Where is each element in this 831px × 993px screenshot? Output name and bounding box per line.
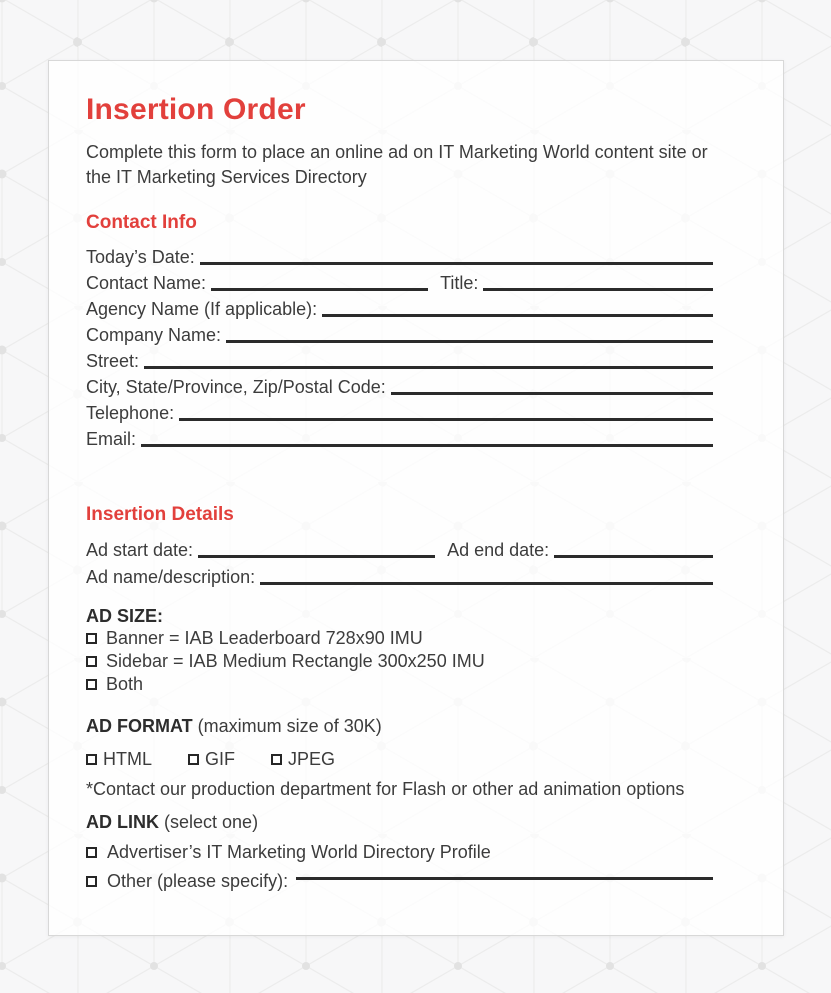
html-checkbox-label: HTML — [103, 749, 152, 770]
contact-info-heading: Contact Info — [86, 211, 197, 233]
telephone-field — [86, 398, 713, 424]
street-input-line[interactable] — [144, 366, 713, 369]
ad-format-heading-text: AD FORMAT — [86, 715, 193, 736]
ad-end-date-input-line[interactable] — [554, 555, 713, 558]
page-title: Insertion Order — [86, 93, 306, 126]
ad-link-heading-text: AD LINK — [86, 811, 159, 832]
company-name-field — [86, 320, 713, 346]
ad-size-heading: AD SIZE: — [86, 605, 164, 626]
ad-format-heading — [86, 716, 713, 737]
agency-name-input-line[interactable] — [322, 314, 713, 317]
ad-link-options — [86, 838, 713, 896]
ad-size-option-sidebar — [86, 650, 713, 673]
ad-name-field — [86, 561, 713, 588]
email-label: Email: — [86, 428, 137, 449]
telephone-label: Telephone: — [86, 402, 175, 423]
ad-format-option-html — [86, 749, 152, 770]
sidebar-checkbox[interactable] — [86, 656, 97, 667]
agency-name-field — [86, 294, 713, 320]
banner-checkbox-label: Banner = IAB Leaderboard 728x90 IMU — [106, 627, 423, 648]
gif-checkbox-label: GIF — [205, 749, 235, 770]
insertion-details-fields — [86, 534, 713, 588]
insertion-details-heading: Insertion Details — [86, 503, 234, 525]
ad-name-input-line[interactable] — [260, 582, 713, 585]
title-input-line[interactable] — [483, 288, 713, 291]
todays-date-field — [86, 242, 713, 268]
company-name-input-line[interactable] — [226, 340, 713, 343]
ad-link-heading-note: (select one) — [164, 811, 259, 832]
ad-link-option-other — [86, 867, 713, 896]
ad-format-heading-note: (maximum size of 30K) — [197, 715, 382, 736]
other-specify-input-line[interactable] — [296, 877, 713, 880]
ad-end-date-label: Ad end date: — [447, 539, 550, 560]
ad-format-option-gif — [188, 749, 235, 770]
both-checkbox[interactable] — [86, 679, 97, 690]
ad-name-label: Ad name/description: — [86, 566, 256, 587]
advertiser-profile-checkbox-label: Advertiser’s IT Marketing World Directory Profile — [107, 841, 491, 862]
ad-dates-field — [86, 534, 713, 561]
ad-format-option-jpeg — [271, 749, 335, 770]
gif-checkbox[interactable] — [188, 754, 199, 765]
city-state-zip-input-line[interactable] — [391, 392, 713, 395]
ad-size-options — [86, 627, 713, 696]
jpeg-checkbox[interactable] — [271, 754, 282, 765]
intro-text: Complete this form to place an online ad on IT Marketing World content site or the IT Marketing Services Directory — [86, 142, 708, 187]
flash-footnote: *Contact our production department for Flash or other ad animation options — [86, 778, 685, 799]
contact-name-input-line[interactable] — [211, 288, 428, 291]
other-checkbox-label: Other (please specify): — [107, 870, 289, 891]
ad-link-heading — [86, 812, 713, 833]
jpeg-checkbox-label: JPEG — [288, 749, 336, 770]
ad-start-date-input-line[interactable] — [198, 555, 435, 558]
email-field — [86, 424, 713, 450]
both-checkbox-label: Both — [106, 673, 144, 694]
ad-size-option-both — [86, 673, 713, 696]
city-state-zip-label: City, State/Province, Zip/Postal Code: — [86, 376, 386, 397]
company-name-label: Company Name: — [86, 324, 222, 345]
todays-date-label: Today’s Date: — [86, 246, 195, 267]
ad-format-options — [86, 748, 713, 772]
street-field — [86, 346, 713, 372]
city-state-zip-field — [86, 372, 713, 398]
contact-info-fields — [86, 242, 713, 450]
html-checkbox[interactable] — [86, 754, 97, 765]
title-label: Title: — [440, 272, 479, 293]
form-card — [48, 60, 784, 936]
banner-checkbox[interactable] — [86, 633, 97, 644]
sidebar-checkbox-label: Sidebar = IAB Medium Rectangle 300x250 IMU — [106, 650, 485, 671]
contact-name-label: Contact Name: — [86, 272, 207, 293]
contact-name-field — [86, 268, 713, 294]
ad-size-option-banner — [86, 627, 713, 650]
ad-start-date-label: Ad start date: — [86, 539, 194, 560]
telephone-input-line[interactable] — [179, 418, 713, 421]
email-input-line[interactable] — [141, 444, 713, 447]
advertiser-profile-checkbox[interactable] — [86, 847, 97, 858]
street-label: Street: — [86, 350, 140, 371]
other-checkbox[interactable] — [86, 876, 97, 887]
todays-date-input-line[interactable] — [200, 262, 713, 265]
ad-link-option-profile — [86, 838, 713, 867]
agency-name-label: Agency Name (If applicable): — [86, 298, 318, 319]
